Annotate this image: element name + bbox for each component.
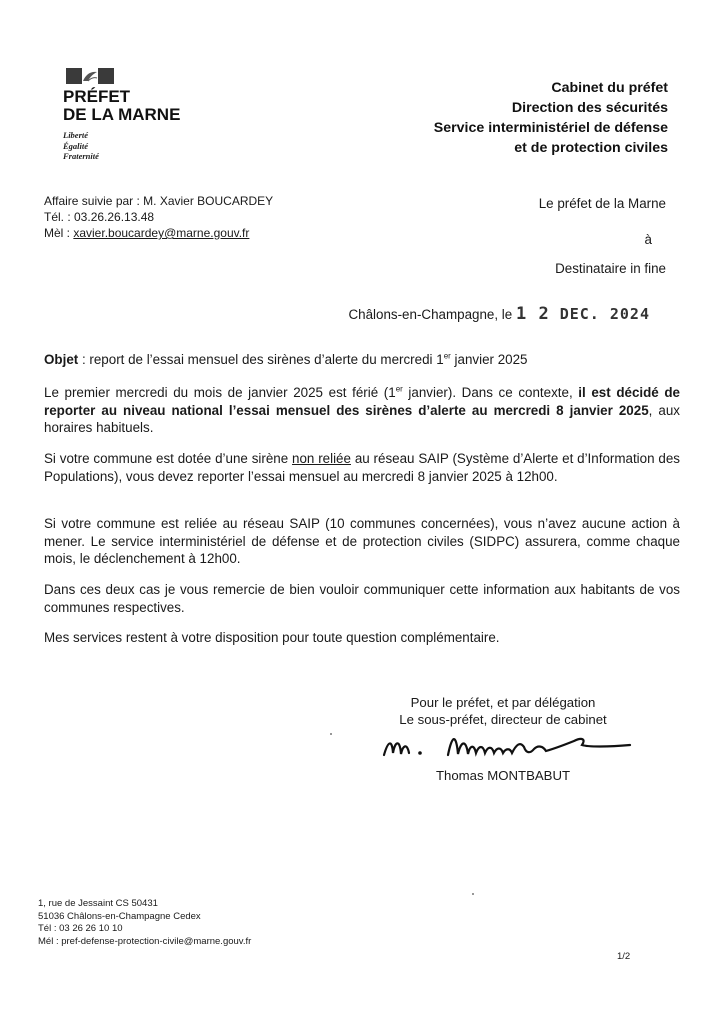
paragraph-5: Mes services restent à votre disposition pour toute question complémentaire. xyxy=(44,630,500,645)
handwritten-signature xyxy=(378,727,638,767)
prefecture-name: PRÉFET DE LA MARNE xyxy=(63,87,181,124)
page-number: 1/2 xyxy=(617,951,631,962)
republic-motto: Liberté Égalité Fraternité xyxy=(63,130,99,161)
contact-block: Affaire suivie par : M. Xavier BOUCARDEY Tél. : 03.26.26.13.48 Mèl : xavier.boucardey@marne.gouv.fr xyxy=(44,194,274,240)
date-stamp: 1 2 DEC. 2024 xyxy=(515,304,650,324)
scan-speck xyxy=(472,893,474,895)
paragraph-2: Si votre commune est dotée d’une sirène non reliée au réseau SAIP (Système d’Alerte et d’Information des Populations), vous devez reporter l’essai mensuel au mercredi 8 janvier 2025 à 12h00. xyxy=(44,451,680,484)
subject-line: Objet : report de l’essai mensuel des sirènes d’alerte du mercredi 1er janvier 2025 xyxy=(44,351,528,367)
issuing-service-header: Cabinet du préfet Direction des sécurités Service interministériel de défense et de protection civiles xyxy=(433,80,668,156)
delegation-line: Pour le préfet, et par délégation xyxy=(410,695,596,710)
paragraph-4: Dans ces deux cas je vous remercie de bien vouloir communiquer cette information aux habitants de vos communes respectives. xyxy=(44,582,680,615)
recipient-line: Destinataire in fine xyxy=(555,261,666,276)
paragraph-3: Si votre commune est reliée au réseau SAIP (10 communes concernées), vous n’avez aucune action à mener. Le service interministériel de défense et de protection civiles (SIDPC) assurera, comme chaque mois, le déclenchement à 12h00. xyxy=(44,516,680,566)
date-line: Châlons-en-Champagne, le 1 2 DEC. 2024 xyxy=(348,304,650,324)
marianne-logo-icon xyxy=(66,68,114,84)
signer-title: Le sous-préfet, directeur de cabinet xyxy=(399,712,607,727)
paragraph-1: Le premier mercredi du mois de janvier 2025 est férié (1er janvier). Dans ce contexte, il est décidé de reporter au niveau national l’essai mensuel des sirènes d’alerte au mercredi 8 janvier 2025, aux horaires habituels. xyxy=(44,384,680,435)
signer-name: Thomas MONTBABUT xyxy=(435,768,571,783)
contact-email-link[interactable]: xavier.boucardey@marne.gouv.fr xyxy=(73,226,250,240)
scan-speck xyxy=(330,733,332,735)
to-word: à xyxy=(644,232,652,247)
sender-line: Le préfet de la Marne xyxy=(538,196,666,211)
footer-address: 1, rue de Jessaint CS 50431 51036 Châlons-en-Champagne Cedex Tél : 03 26 26 10 10 Mél : pref-defense-protection-civile@marne.gouv.fr xyxy=(38,898,252,947)
